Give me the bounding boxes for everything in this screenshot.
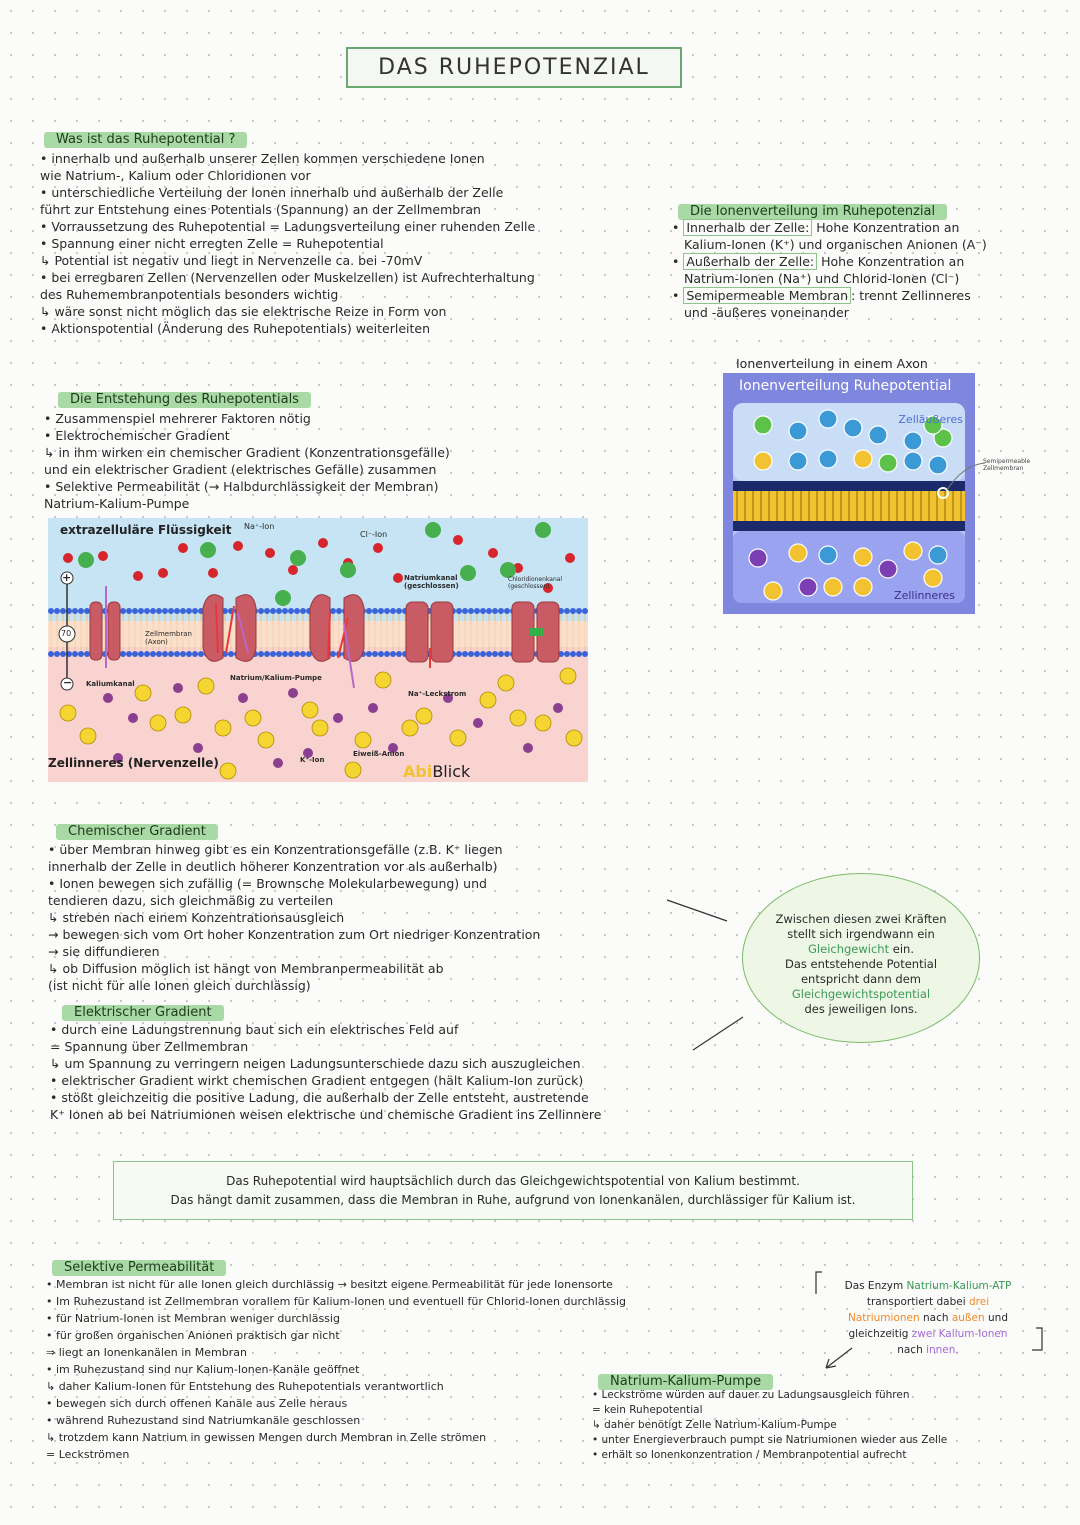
section-chemical-text	[48, 841, 540, 994]
equilibrium-bubble	[742, 873, 980, 1043]
sec4-line: innerhalb der Zelle in deutlich höherer Konzentration vor als außerhalb)	[48, 859, 498, 874]
enzyme-h: und	[984, 1312, 1008, 1324]
cl-channel-label: Chloridionenkanal (geschlossen)	[508, 576, 563, 590]
sec7-line: • unter Energieverbrauch pumpt sie Natriumionen wieder aus Zelle	[592, 1434, 948, 1446]
outside-line2: Natrium-Ionen (Na⁺) und Chlorid-Ionen (Cl⁻)	[684, 271, 960, 286]
sec1-line: • innerhalb und außerhalb unserer Zellen kommen verschiedene Ionen	[40, 151, 485, 166]
sec6-line: • während Ruhezustand sind Natriumkanäle geschlossen	[46, 1414, 361, 1427]
intracellular-label: Zellinneres (Nervenzelle)	[48, 756, 219, 770]
cl-ion-label: Cl⁻-Ion	[360, 530, 388, 539]
sec5-line: K⁺ Ionen ab bei Natriumionen weisen elektrische und chemische Gradient ins Zellinnere	[50, 1107, 602, 1122]
sec1-line: • Vorraussetzung des Ruhepotential = Ladungsverteilung einer ruhenden Zelle	[40, 219, 536, 234]
heading-chemical: Chemischer Gradient	[56, 824, 218, 840]
bubble-connectors	[665, 895, 755, 1055]
sec3-line: Natrium-Kalium-Pumpe	[44, 496, 190, 511]
sec4-line: • Ionen bewegen sich zufällig (= Brownsche Molekularbewegung) und	[48, 876, 487, 891]
heading-what-is: Was ist das Ruhepotential ?	[44, 132, 247, 148]
sec7-line: • Leckströme würden auf dauer zu Ladungsausgleich führen	[592, 1389, 910, 1401]
brand-logo-a: Abi	[403, 762, 433, 781]
sec5-line: ↳ um Spannung zu verringern neigen Ladungsunterschiede dazu sich auszugleichen	[50, 1056, 581, 1071]
enzyme-c: transportiert dabei	[866, 1296, 969, 1308]
sec6-line: • bewegen sich durch offenen Kanäle aus Zelle heraus	[46, 1397, 348, 1410]
bubble-line7: des jeweiligen Ions.	[804, 1002, 918, 1016]
na-ion-label: Na⁺-Ion	[244, 522, 275, 531]
voltage-label: 70	[61, 629, 72, 638]
sec7-line: • erhält so Ionenkonzentration / Membranpotential aufrecht	[592, 1449, 907, 1461]
bubble-line3: ein.	[889, 942, 914, 956]
heading-permeability: Selektive Permeabilität	[52, 1260, 226, 1276]
membrane-label: Semipermeable Membran	[683, 287, 851, 304]
summary-note	[113, 1161, 913, 1220]
outside-label: Außerhalb der Zelle:	[683, 253, 817, 270]
heading-electric: Elektrischer Gradient	[62, 1005, 224, 1021]
enzyme-k: nach	[897, 1344, 927, 1356]
sec4-line: ↳ streben nach einem Konzentrationsausgleich	[48, 910, 345, 925]
inside-label: Innerhalb der Zelle:	[683, 219, 812, 236]
bubble-line6: Gleichgewichtspotential	[791, 987, 931, 1001]
na-channel-label: Natriumkanal (geschlossen)	[404, 574, 459, 590]
axon-caption: Ionenverteilung in einem Axon	[736, 356, 928, 371]
heading-ion-distribution: Die Ionenverteilung im Ruhepotenzial	[678, 204, 947, 220]
sec3-line: und ein elektrischer Gradient (elektrisches Gefälle) zusammen	[44, 462, 437, 477]
brand-logo-b: Blick	[432, 762, 471, 781]
section-electric	[62, 1001, 224, 1021]
section-permeability-text	[46, 1276, 626, 1463]
sec1-line: des Ruhemembranpotentials besonders wichtig	[40, 287, 339, 302]
sec7-line: ↳ daher benötigt Zelle Natrium-Kalium-Pumpe	[592, 1419, 837, 1431]
bubble-line4: Das entstehende Potential	[784, 957, 938, 971]
axon-inside-label: Zellinneres	[894, 589, 955, 602]
sec3-line: ↳ in ihm wirken ein chemischer Gradient (Konzentrationsgefälle)	[44, 445, 450, 460]
membrane-illustration	[48, 518, 588, 782]
heading-pump: Natrium-Kalium-Pumpe	[598, 1374, 773, 1390]
section-electric-text	[50, 1021, 601, 1123]
protein-label: Eiweiß-Anion	[353, 750, 405, 758]
sec4-line: → sie diffundieren	[48, 944, 160, 959]
section-what-is	[44, 128, 247, 148]
enzyme-l: innen.	[926, 1344, 959, 1356]
sec1-line: • bei erregbaren Zellen (Nervenzellen oder Muskelzellen) ist Aufrechterhaltung	[40, 270, 535, 285]
sec3-line: • Selektive Permeabilität (→ Halbdurchlässigkeit der Membran)	[44, 479, 439, 494]
enzyme-note	[822, 1278, 1034, 1358]
extracellular-label: extrazelluläre Flüssigkeit	[60, 523, 232, 537]
axon-outside-label: Zelläußeres	[898, 413, 963, 426]
sec5-line: • stößt gleichzeitig die positive Ladung, die außerhalb der Zelle entsteht, austretende	[50, 1090, 589, 1105]
sec6-line: • im Ruhezustand sind nur Kalium-Ionen-Kanäle geöffnet	[46, 1363, 360, 1376]
bubble-line5: entspricht dann dem	[800, 972, 922, 986]
sec4-line: → bewegen sich vom Ort hoher Konzentration zum Ort niedriger Konzentration	[48, 927, 541, 942]
enzyme-j: zwei Kalium-Ionen	[911, 1328, 1008, 1340]
section-origin-text	[44, 410, 450, 512]
sec6-line: ↳ trotzdem kann Natrium in gewissen Mengen durch Membran in Zelle strömen	[46, 1431, 487, 1444]
enzyme-e: Natriumionen	[848, 1312, 920, 1324]
plus-sign: +	[62, 571, 72, 584]
summary-line2: Das hängt damit zusammen, dass die Membran in Ruhe, aufgrund von Ionenkanälen, durchlässiger für Kalium ist.	[170, 1193, 856, 1207]
bubble-line1: Zwischen diesen zwei Kräften	[775, 912, 947, 926]
enzyme-d: drei	[969, 1296, 990, 1308]
section-chemical	[56, 820, 218, 840]
heading-origin: Die Entstehung des Ruhepotentials	[58, 392, 311, 408]
sec1-line: ↳ wäre sonst nicht möglich das sie elektrische Reize in Form von	[40, 304, 447, 319]
sec6-line: • Membran ist nicht für alle Ionen gleich durchlässig → besitzt eigene Permeabilität für jede Ionensorte	[46, 1278, 613, 1291]
sec6-line: = Leckströmen	[46, 1448, 130, 1461]
enzyme-b: Natrium-Kalium-ATP	[906, 1280, 1012, 1292]
k-ion-label: K⁺-Ion	[300, 756, 325, 764]
membrane-line2: und -äußeres voneinander	[684, 305, 849, 320]
sec3-line: • Zusammenspiel mehrerer Faktoren nötig	[44, 411, 311, 426]
section-what-is-text	[40, 150, 535, 337]
sec6-line: • Im Ruhezustand ist Zellmembran vorallem für Kalium-Ionen und eventuell für Chlorid-Ionen durchlässig	[46, 1295, 627, 1308]
sec4-line: • über Membran hinweg gibt es ein Konzentrationsgefälle (z.B. K⁺ liegen	[48, 842, 503, 857]
section-pump-text	[592, 1388, 947, 1463]
enzyme-a: Das Enzym	[844, 1280, 907, 1292]
ion-distribution-list: • Innerhalb der Zelle: Hohe Konzentration an Kalium-Ionen (K⁺) und organischen Anionen (A⁻) • Außerhalb der Zelle: Hohe Konzentration an Natrium-Ionen (Na⁺) und Chlorid-Ionen (Cl⁻) • Semipermeable Membran : trennt Zellinneres und -äußeres voneinander	[672, 220, 987, 320]
leak-label: Na⁺-Leckstrom	[408, 690, 467, 698]
sec1-line: • Spannung einer nicht erregten Zelle = Ruhepotential	[40, 236, 384, 251]
sec5-line: • durch eine Ladungstrennung baut sich ein elektrisches Feld auf	[50, 1022, 459, 1037]
section-origin	[58, 388, 311, 408]
section-permeability	[52, 1256, 226, 1276]
summary-line1: Das Ruhepotential wird hauptsächlich durch das Gleichgewichtspotential von Kalium bestimmt.	[226, 1174, 800, 1188]
section-pump	[598, 1370, 773, 1390]
inside-line2: Kalium-Ionen (K⁺) und organischen Anionen (A⁻)	[684, 237, 987, 252]
sec6-line: • für Natrium-Ionen ist Membran weniger durchlässig	[46, 1312, 340, 1325]
sec4-line: (ist nicht für alle Ionen gleich durchlässig)	[48, 978, 311, 993]
sec1-line: führt zur Entstehung eines Potentials (Spannung) an der Zellmembran	[40, 202, 481, 217]
membrane-text: : trennt Zellinneres	[851, 288, 971, 303]
enzyme-f: nach	[919, 1312, 952, 1324]
bubble-line2: stellt sich irgendwann ein	[787, 927, 935, 941]
sec1-line: ↳ Potential ist negativ und liegt in Nervenzelle ca. bei -70mV	[40, 253, 423, 268]
pump-label: Natrium/Kalium-Pumpe	[230, 674, 322, 682]
enzyme-g: außen	[951, 1312, 985, 1324]
sec7-line: = kein Ruhepotential	[592, 1404, 703, 1416]
section-ion-distribution	[678, 200, 947, 220]
sec1-line: • Aktionspotential (Änderung des Ruhepotentials) weiterleiten	[40, 321, 431, 336]
bubble-line3-green: Gleichgewicht	[808, 942, 890, 956]
sec4-line: ↳ ob Diffusion möglich ist hängt von Membranpermeabilität ab	[48, 961, 444, 976]
sec6-line: ↳ daher Kalium-Ionen für Entstehung des Ruhepotentials verantwortlich	[46, 1380, 444, 1393]
sec1-line: wie Natrium-, Kalium oder Chloridionen vor	[40, 168, 311, 183]
sec5-line: = Spannung über Zellmembran	[50, 1039, 249, 1054]
membrane-diagram	[48, 518, 588, 782]
minus-sign: −	[63, 676, 73, 689]
sec3-line: • Elektrochemischer Gradient	[44, 428, 230, 443]
sec5-line: • elektrischer Gradient wirkt chemischen Gradient entgegen (hält Kalium-Ion zurück)	[50, 1073, 584, 1088]
outside-text: Hohe Konzentration an	[817, 254, 965, 269]
enzyme-i: gleichzeitig	[848, 1328, 912, 1340]
axon-membrane-label: Semipermeable Zellmembran	[983, 458, 1031, 472]
brand-logo	[403, 762, 470, 781]
axon-figure-title: Ionenverteilung Ruhepotential	[739, 378, 952, 394]
page-title: DAS RUHEPOTENZIAL	[346, 47, 682, 88]
sec6-line: • für großen organischen Anionen praktisch gar nicht	[46, 1329, 340, 1342]
inside-text: Hohe Konzentration an	[812, 220, 960, 235]
membrane-diagram-label: Zellmembran (Axon)	[145, 630, 192, 646]
sec6-line: ⇒ liegt an Ionenkanälen in Membran	[46, 1346, 247, 1359]
sec1-line: • unterschiedliche Verteilung der Ionen innerhalb und außerhalb der Zelle	[40, 185, 504, 200]
sec4-line: tendieren dazu, sich gleichmäßig zu verteilen	[48, 893, 334, 908]
k-channel-label: Kaliumkanal	[86, 680, 135, 688]
